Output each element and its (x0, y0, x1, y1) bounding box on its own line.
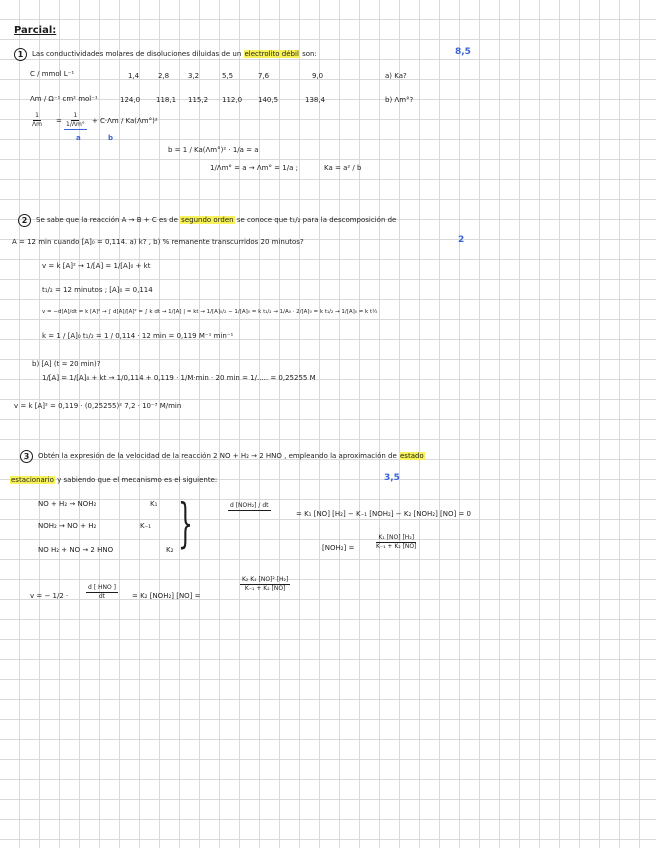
q3-v-frac (86, 584, 118, 601)
q3-statement-highlight-2: estacionario (11, 476, 54, 484)
q3-noh2-lhs: [NOH₂] = (322, 544, 355, 552)
q1-statement-post: son: (302, 50, 317, 58)
q1-lambda-value-1: 124,0 (120, 96, 141, 104)
mechanism-brace: } (178, 494, 193, 554)
q3-mech-k-3: K₂ (166, 546, 174, 554)
q3-noh2-num: K₁ [NO] [H₂] (378, 534, 415, 541)
q3-v-lhs: v = − 1/2 · (30, 592, 69, 600)
q2-statement-post: se conoce que t₁/₂ para la descomposición de (236, 216, 397, 224)
question-3-statement-line2 (10, 476, 217, 485)
q2-line-6: 1/[A] = 1/[A]₀ + kt → 1/0,114 + 0,119 · 1/M·min · 20 min = 1/..... = 0,25255 M (42, 374, 316, 382)
q1-lambda-label: Λm / Ω⁻¹ cm² mol⁻¹ (30, 95, 98, 103)
q1-eq-label-a: a (76, 134, 81, 142)
q1-eq-a: 1/Λm° = a → Λm° = 1/a ; (210, 164, 298, 172)
q1-lambda-value-2: 118,1 (156, 96, 177, 104)
q2-statement-highlight: segundo orden (181, 216, 234, 224)
q2-statement-pre: Se sabe que la reacción A → B + C es de (36, 216, 178, 224)
q3-v-result-num: K₂ K₁ [NO]² [H₂] (242, 576, 289, 583)
q1-statement-pre: Las conductividades molares de disoluciones diluidas de un (32, 50, 242, 58)
question-3-number: 3 (20, 450, 33, 463)
question-1-statement (32, 50, 317, 59)
q3-statement-post: y sabiendo que el mecanismo es el siguiente: (57, 476, 218, 484)
q3-noh2-frac (374, 534, 419, 551)
q1-eq-b: b = 1 / Ka(Λm°)² · 1/a = a (168, 146, 259, 154)
q3-mech-step-2: NOH₂ → NO + H₂ (38, 522, 97, 530)
question-3-score: 3,5 (384, 473, 400, 483)
question-2-statement-line2: A = 12 min cuando [A]₀ = 0,114. a) k? , b) % remanente transcurridos 20 minutos? (12, 238, 304, 246)
q1-c-value-2: 2,8 (158, 72, 170, 80)
question-2-score: 2 (458, 235, 465, 245)
question-1-score: 8,5 (455, 47, 471, 57)
q3-mech-k-1: K₁ (150, 500, 158, 508)
q1-eq-equals: = (56, 117, 62, 125)
q3-statement-pre: Obtén la expresión de la velocidad de la reacción 2 NO + H₂ → 2 HNO , empleando la aproximación de (38, 452, 397, 460)
q1-eq-lhs: $\frac{1}{\Lambda m}$ (32, 112, 42, 128)
q1-c-value-3: 3,2 (188, 72, 200, 80)
q3-mech-step-1: NO + H₂ → NOH₂ (38, 500, 97, 508)
q2-line-4: k = 1 / [A]₀ t₁/₂ = 1 / 0,114 · 12 min = 0,119 M⁻¹ min⁻¹ (42, 332, 234, 340)
q3-v-frac-num: d [ HNO ] (88, 584, 116, 591)
q1-eq-ka: Ka = a² / b (324, 164, 362, 172)
q3-noh2-den: K₋₁ + K₂ [NO] (376, 543, 417, 550)
q1-eq-plus: + (92, 117, 98, 125)
q1-lambda-value-6: 138,4 (305, 96, 326, 104)
q3-ss-lhs-text: d [NOH₂] / dt (230, 502, 269, 509)
q3-statement-highlight-1: estado (400, 452, 424, 460)
q1-c-value-1: 1,4 (128, 72, 140, 80)
q1-eq-term1-den: 1/Λm° (66, 121, 85, 128)
q1-c-value-6: 9,0 (312, 72, 324, 80)
q2-line-2: t₁/₂ = 12 minutos ; [A]₀ = 0,114 (42, 286, 153, 294)
q1-lambda-value-5: 140,5 (258, 96, 279, 104)
q3-mech-k-2: K₋₁ (140, 522, 152, 530)
q3-mech-step-3: NO H₂ + NO → 2 HNO (38, 546, 114, 554)
q1-lambda-value-3: 115,2 (188, 96, 209, 104)
q2-line-1: v = k [A]² → 1/[A] = 1/[A]₀ + kt (42, 262, 151, 270)
question-3-statement (38, 452, 425, 461)
q1-eq-term1: $\frac{1}{1/\Lambda m^\circ}$ (66, 112, 85, 128)
q3-v-frac-den: dt (98, 593, 106, 600)
q3-v-result-den: K₋₁ + K₂ [NO] (244, 585, 286, 592)
q1-statement-highlight: electrolito débil (244, 50, 299, 58)
question-1-number: 1 (14, 48, 27, 61)
q1-lambda-value-4: 112,0 (222, 96, 243, 104)
q1-eq-term2: C·Λm / Ka(Λm°)² (100, 117, 158, 125)
page-title: Parcial: (14, 25, 57, 36)
q1-part-b: b) Λm°? (385, 96, 414, 104)
q1-eq-label-b: b (108, 134, 114, 142)
q1-c-label: C / mmol L⁻¹ (30, 70, 75, 78)
q3-v-mid: = K₂ [NOH₂] [NO] = (132, 592, 201, 600)
q3-ss-lhs (228, 502, 271, 519)
q1-part-a: a) Ka? (385, 72, 407, 80)
question-2-statement (36, 216, 396, 225)
question-2-number: 2 (18, 214, 31, 227)
q2-line-7: v = k [A]² = 0,119 · (0,25255)² 7,2 · 10⁻³ M/min (14, 402, 182, 410)
q1-c-value-4: 5,5 (222, 72, 234, 80)
q3-ss-rhs: = K₁ [NO] [H₂] − K₋₁ [NOH₂] − K₂ [NOH₂] [NO] = 0 (296, 510, 472, 518)
q3-v-result (240, 576, 290, 593)
q1-c-value-5: 7,6 (258, 72, 270, 80)
q2-line-5: b) [A] (t = 20 min)? (32, 360, 101, 368)
q2-line-3: v = −d[A]/dt = k [A]² → ∫ d[A]/[A]² = ∫ k dt → 1/[A] | = kt → 1/[A]₀/₂ − 1/[A]₀ = k t₁/₂ → 1/A₀ · 2/[A]₀ = k t₁/₂ → 1/[A]₀ = k t½ (42, 309, 378, 315)
